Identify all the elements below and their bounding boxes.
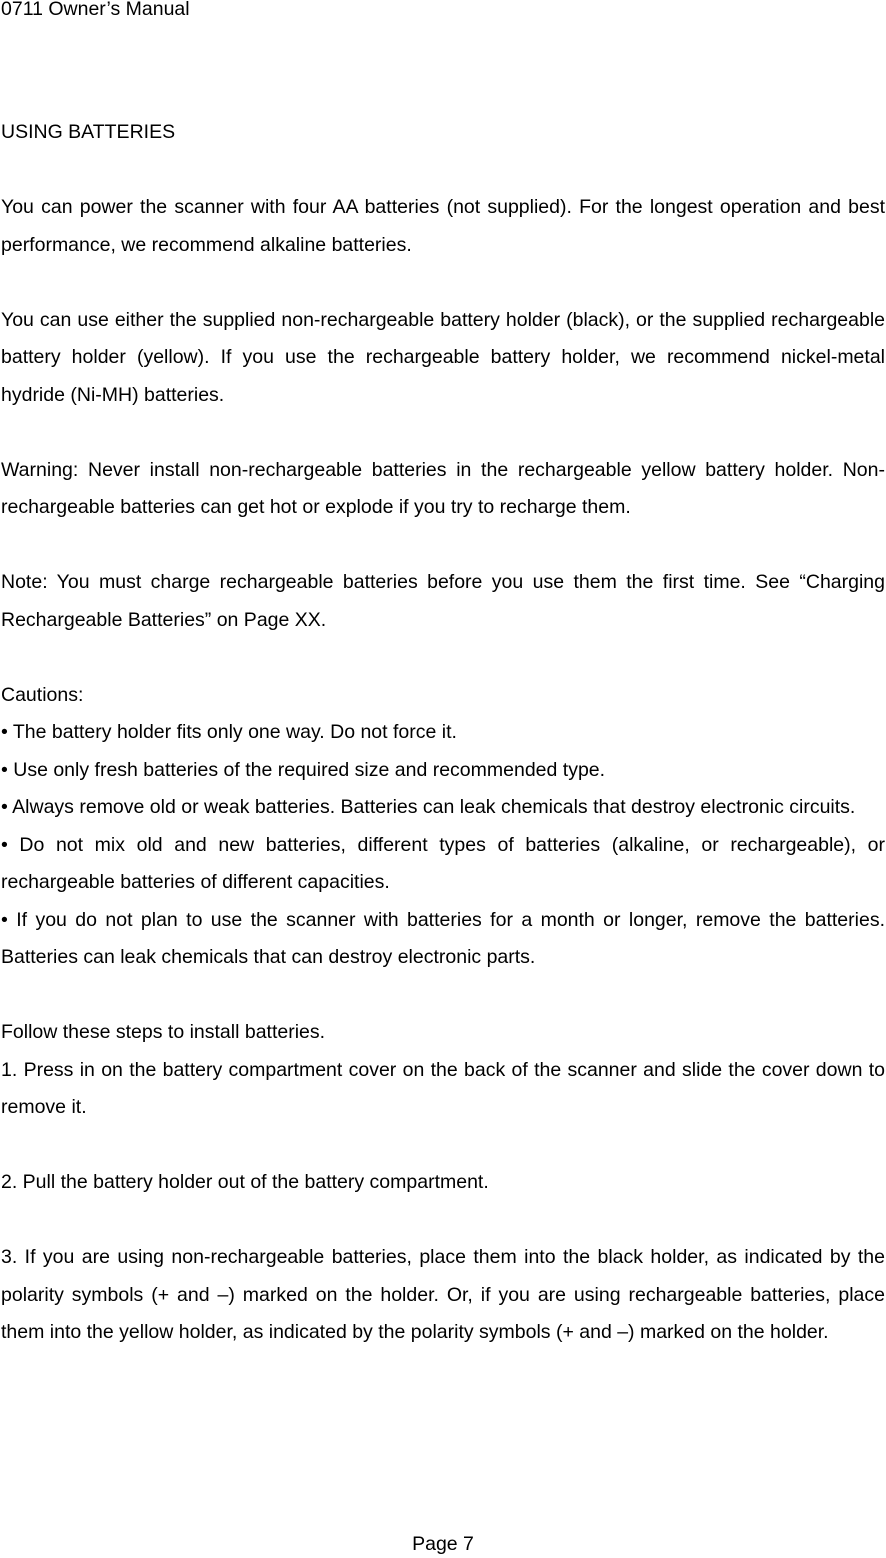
running-header: 0711 Owner’s Manual	[1, 0, 190, 20]
caution-item: • Do not mix old and new batteries, different types of batteries (alkaline, or rechargeable), or rechargeable batteries of different capacities.	[1, 833, 885, 893]
page-number: Page 7	[412, 1533, 474, 1555]
steps-intro: Follow these steps to install batteries.	[1, 1021, 326, 1043]
cautions-heading: Cautions:	[1, 683, 84, 706]
battery-holders-paragraph: You can use either the supplied non-rechargeable battery holder (black), or the supplied rechargeable battery holder (yellow). If you use the rechargeable battery holder, we recommend nickel-metal hydride (Ni-MH) batteries.	[1, 308, 885, 406]
caution-item: • Use only fresh batteries of the required size and recommended type.	[1, 758, 606, 781]
document-body	[1, 114, 885, 1389]
caution-item: • Always remove old or weak batteries. Batteries can leak chemicals that destroy electronic circuits.	[1, 796, 856, 818]
caution-item: • If you do not plan to use the scanner with batteries for a month or longer, remove the batteries. Batteries can leak chemicals that can destroy electronic parts.	[1, 908, 885, 968]
install-steps-section	[1, 1014, 885, 1127]
cautions-section	[1, 677, 885, 977]
install-step: 2. Pull the battery holder out of the battery compartment.	[1, 1171, 489, 1193]
intro-paragraph: You can power the scanner with four AA batteries (not supplied). For the longest operation and best performance, we recommend alkaline batteries.	[1, 196, 885, 256]
install-step: 1. Press in on the battery compartment cover on the back of the scanner and slide the cover down to remove it.	[1, 1058, 885, 1118]
note-paragraph: Note: You must charge rechargeable batteries before you use them the first time. See “Charging Rechargeable Batteries” on Page XX.	[1, 571, 885, 631]
caution-item: • The battery holder fits only one way. Do not force it.	[1, 721, 457, 743]
warning-paragraph: Warning: Never install non-rechargeable batteries in the rechargeable yellow battery holder. Non-rechargeable batteries can get hot or explode if you try to recharge them.	[1, 458, 885, 518]
section-title: USING BATTERIES	[1, 121, 176, 143]
install-step: 3. If you are using non-rechargeable batteries, place them into the black holder, as indicated by the polarity symbols (+ and –) marked on the holder. Or, if you are using rechargeable batteries, place them into the yellow holder, as indicated by the polarity symbols (+ and –) marked on the holder.	[1, 1246, 885, 1343]
